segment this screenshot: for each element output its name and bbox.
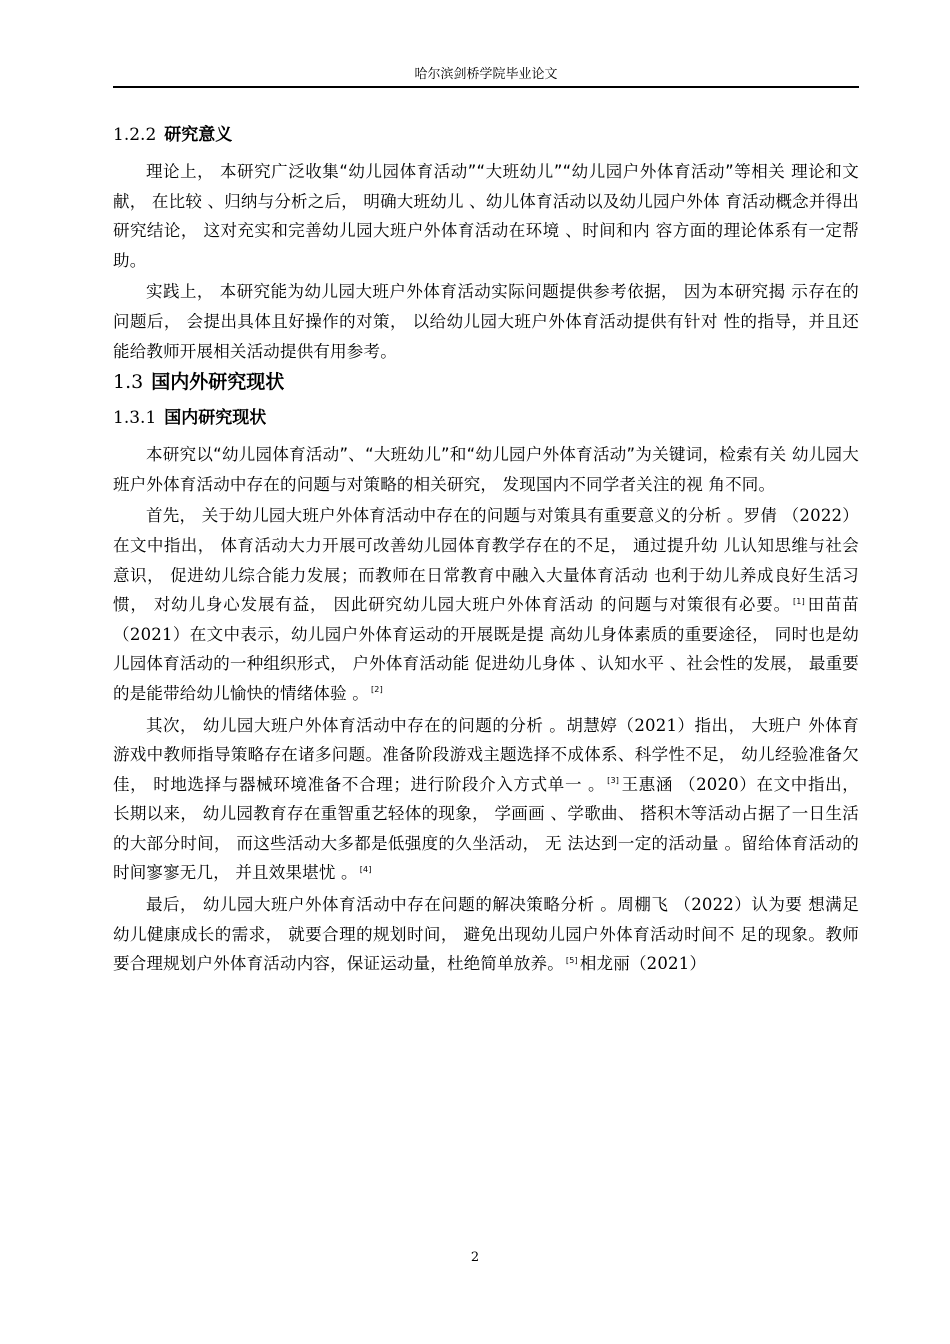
paragraph-practice: 实践上， 本研究能为幼儿园大班户外体育活动实际问题提供参考依据， 因为本研究揭 示存在的问题后， 会提出具体且好操作的对策， 以给幼儿园大班户外体育活动提供有针对 性的指导，并且还能给教师开展相关活动提供有用参考。 <box>113 282 859 361</box>
citation-ref: [2] <box>370 685 383 695</box>
year: （2022） <box>782 506 859 526</box>
section-heading-1-2-2 <box>113 121 859 149</box>
text: 王惠涵 <box>621 774 679 794</box>
section-heading-1-3-1 <box>113 404 859 432</box>
year: （2021） <box>113 624 190 644</box>
section-number: 1.2.2 <box>113 125 157 145</box>
paragraph-second <box>113 711 859 889</box>
citation-ref: [1] <box>792 596 805 606</box>
text: 认为要 想满足幼儿健康成长的需求， 就要合理的规划时间， 避免出现幼儿园户外体育活动时间不 足的现象。教师要合理规划户外体育活动内容，保证运动量，杜绝简单放养。 <box>113 895 859 974</box>
section-number: 1.3.1 <box>113 408 157 429</box>
year: （2021） <box>617 715 695 735</box>
page-number: 2 <box>470 1250 480 1265</box>
citation-ref: [3] <box>607 776 620 786</box>
text: 其次， 幼儿园大班户外体育活动中存在的问题的分析 。胡慧婷 <box>146 715 618 735</box>
section-heading-1-3 <box>113 368 859 396</box>
text: 在文中指出， 长期以来， 幼儿园教育存在重智重艺轻体的现象， 学画画 、学歌曲、 搭积木等活动占据了一日生活的大部分时间， 而这些活动大多都是低强度的久坐活动， 无 法达到一定的活动量 。留给体育活动的时间寥寥无几， 并且效果堪忧 。 <box>113 774 859 883</box>
running-header: 哈尔滨剑桥学院毕业论文 <box>414 67 558 82</box>
citation-ref: [4] <box>359 864 372 874</box>
year: （2020） <box>678 774 757 794</box>
text: 田苗苗 <box>806 595 860 615</box>
section-title: 国内研究现状 <box>164 408 267 429</box>
section-title: 国内外研究现状 <box>151 371 285 394</box>
text: 相龙丽 <box>579 954 630 974</box>
text: 在文中表示，幼儿园户外体育运动的开展既是提 高幼儿身体素质的重要途径， 同时也是幼儿园体育活动的一种组织形式， 户外体育活动能 促进幼儿身体 、认知水平 、社会性的发展， 最重要的是能带给幼儿愉快的情绪体验 。 <box>113 624 859 703</box>
paragraph-first <box>113 501 859 708</box>
page-body <box>113 121 859 981</box>
paragraph-last <box>113 890 859 979</box>
text: 在文中指出， 体育活动大力开展可改善幼儿园体育教学存在的不足， 通过提升幼 儿认知思维与社会意识， 促进幼儿综合能力发展；而教师在日常教育中融入大量体育活动 也利于幼儿养成良好生活习惯， 对幼儿身心发展有益， 因此研究幼儿园大班户外体育活动 的问题与对策很有必要。 <box>113 535 859 615</box>
text: 首先， 关于幼儿园大班户外体育活动中存在的问题与对策具有重要意义的分析 。罗倩 <box>146 506 783 526</box>
year: （2022） <box>674 895 752 915</box>
text: 最后， 幼儿园大班户外体育活动中存在问题的解决策略分析 。周棚飞 <box>146 895 675 915</box>
citation-ref: [5] <box>565 955 578 965</box>
paragraph-theory: 理论上， 本研究广泛收集“幼儿园体育活动”“大班幼儿”“幼儿园户外体育活动”等相关 理论和文献， 在比较 、归纳与分析之后， 明确大班幼儿 、幼儿体育活动以及幼儿园户外体 育活动概念并得出研究结论， 这对充实和完善幼儿园大班户外体育活动在环境 、时间和内 容方面的理论体系有一定帮助。 <box>113 162 859 270</box>
year: （2021） <box>629 954 707 974</box>
section-title: 研究意义 <box>164 125 233 145</box>
text: 指出， 大班户 外体育游戏中教师指导策略存在诸多问题。准备阶段游戏主题选择不成体系、科学性不足， 幼儿经验准备欠佳， 时地选择与器械环境准备不合理；进行阶段介入方式单一 。 <box>113 715 859 794</box>
header-rule <box>113 86 859 88</box>
section-number: 1.3 <box>113 371 144 394</box>
paragraph-keywords: 本研究以“幼儿园体育活动”、“大班幼儿”和“幼儿园户外体育活动”为关键词，检索有关 幼儿园大班户外体育活动中存在的问题与对策略的相关研究， 发现国内不同学者关注的视 角不同。 <box>113 445 859 494</box>
